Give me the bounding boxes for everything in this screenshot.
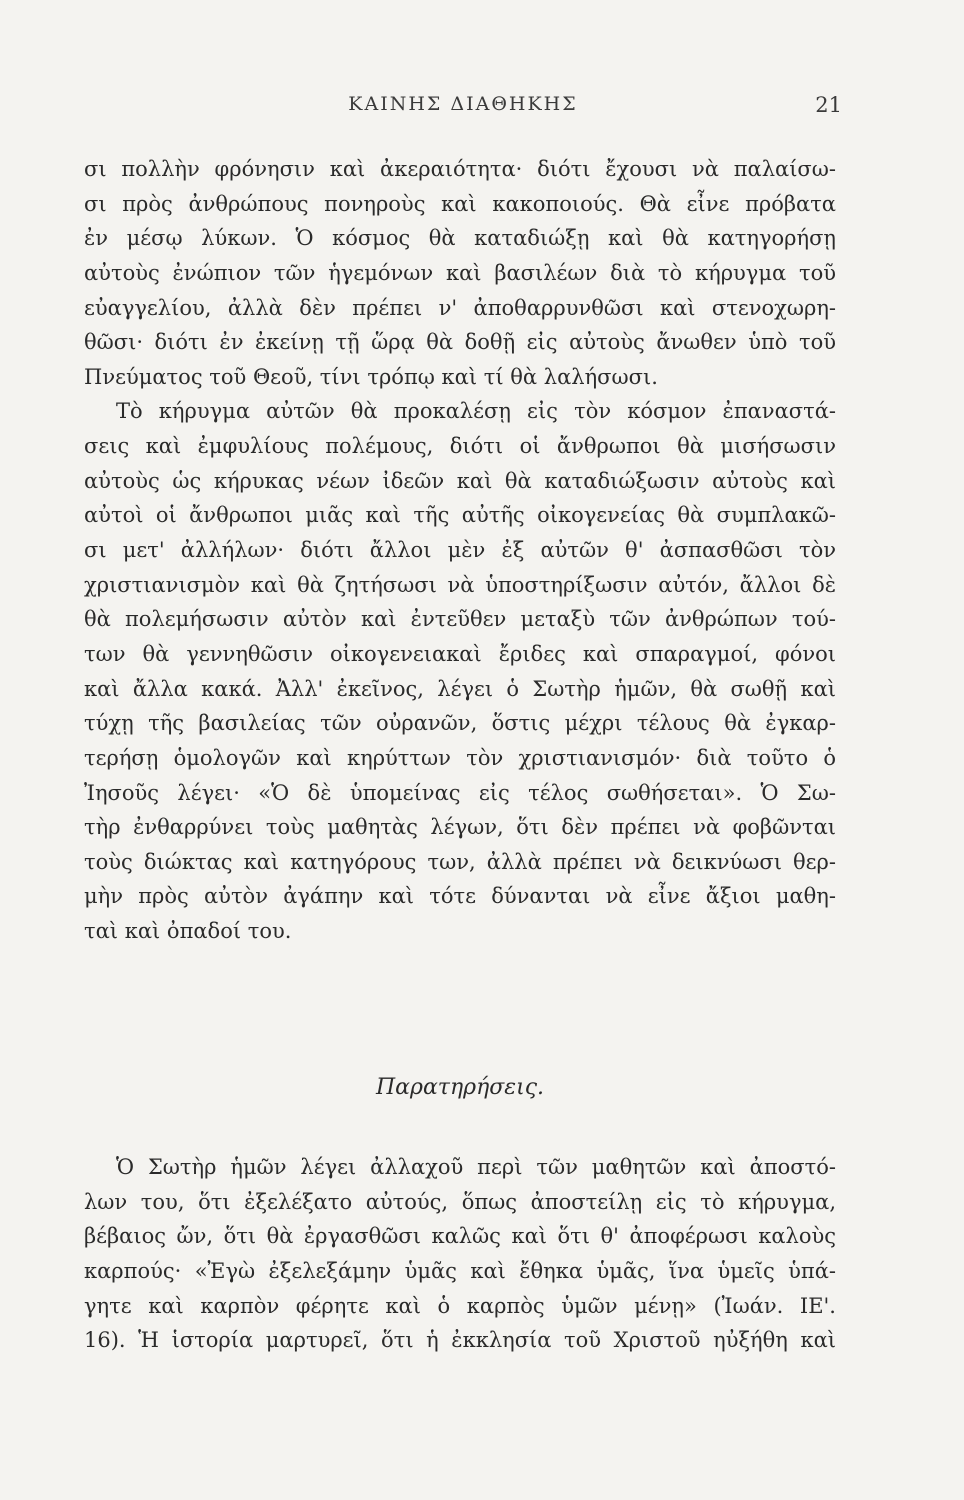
text-line: βέβαιος ὤν, ὅτι θὰ ἐργασθῶσι καλῶς καὶ ὅτι θ' ἀποφέρωσι καλοὺς	[84, 1224, 836, 1249]
section-title: Παρατηρήσεις.	[375, 1075, 545, 1100]
text-line: των θὰ γεννηθῶσιν οἰκογενειακαὶ ἔριδες καὶ σπαραγμοί, φόνοι	[84, 641, 836, 666]
text-line: σι μετ' ἀλλήλων· διότι ἄλλοι μὲν ἐξ αὐτῶν θ' ἀσπασθῶσι τὸν	[84, 538, 836, 563]
text-line: Ὁ Σωτὴρ ἡμῶν λέγει ἀλλαχοῦ περὶ τῶν μαθητῶν καὶ ἀποστό-	[116, 1155, 836, 1179]
running-head	[84, 93, 842, 123]
text-line: ἐν μέσῳ λύκων. Ὁ κόσμος θὰ καταδιώξῃ καὶ θὰ κατηγορήσῃ	[84, 226, 836, 251]
text-line: θὰ πολεμήσωσιν αὐτὸν καὶ ἐντεῦθεν μεταξὺ τῶν ἀνθρώπων τού-	[84, 607, 836, 632]
text-line: σι πολλὴν φρόνησιν καὶ ἀκεραιότητα· διότι ἔχουσι νὰ παλαίσω-	[84, 157, 836, 181]
text-line: τερήσῃ ὁμολογῶν καὶ κηρύττων τὸν χριστιανισμόν· διὰ τοῦτο ὁ	[84, 745, 836, 770]
text-line: λων του, ὅτι ἐξελέξατο αὐτούς, ὅπως ἀποστείλῃ εἰς τὸ κήρυγμα,	[84, 1189, 836, 1214]
text-line: σι πρὸς ἀνθρώπους πονηροὺς καὶ κακοποιούς. Θὰ εἶνε πρόβατα	[84, 191, 836, 216]
text-line: θῶσι· διότι ἐν ἐκείνῃ τῇ ὥρᾳ θὰ δοθῇ εἰς αὐτοὺς ἄνωθεν ὑπὸ τοῦ	[84, 330, 836, 355]
text-line: καρπούς· «Ἐγὼ ἐξελεξάμην ὑμᾶς καὶ ἔθηκα ὑμᾶς, ἵνα ὑμεῖς ὑπά-	[84, 1258, 836, 1283]
text-line: αὐτοὶ οἱ ἄνθρωποι μιᾶς καὶ τῆς αὐτῆς οἰκογενείας θὰ συμπλακῶ-	[84, 503, 836, 528]
text-line: χριστιανισμὸν καὶ θὰ ζητήσωσι νὰ ὑποστηρίξωσιν αὐτόν, ἄλλοι δὲ	[84, 572, 836, 597]
main-text	[84, 152, 836, 949]
text-line: ταὶ καὶ ὀπαδοί του.	[84, 919, 292, 944]
text-line: γητε καὶ καρπὸν φέρητε καὶ ὁ καρπὸς ὑμῶν μένῃ» (Ἰωάν. ΙΕ'.	[84, 1293, 836, 1318]
running-title: ΚΑΙΝΗΣ ΔΙΑΘΗΚΗΣ	[348, 93, 578, 115]
text-line: 16). Ἡ ἱστορία μαρτυρεῖ, ὅτι ἡ ἐκκλησία τοῦ Χριστοῦ ηὐξήθη καὶ	[84, 1328, 836, 1353]
text-line: καὶ ἄλλα κακά. Ἀλλ' ἐκεῖνος, λέγει ὁ Σωτὴρ ἡμῶν, θὰ σωθῇ καὶ	[84, 676, 836, 701]
text-line: τοὺς διώκτας καὶ κατηγόρους των, ἀλλὰ πρέπει νὰ δεικνύωσι θερ-	[84, 849, 836, 874]
notes-text	[84, 1150, 836, 1358]
text-line: εὐαγγελίου, ἀλλὰ δὲν πρέπει ν' ἀποθαρρυνθῶσι καὶ στενοχωρη-	[84, 295, 836, 320]
text-line: Πνεύματος τοῦ Θεοῦ, τίνι τρόπῳ καὶ τί θὰ λαλήσωσι.	[84, 364, 658, 389]
text-line: αὐτοὺς ὡς κήρυκας νέων ἰδεῶν καὶ θὰ καταδιώξωσιν αὐτοὺς καὶ	[84, 468, 836, 493]
page-number: 21	[815, 93, 842, 117]
text-line: Ἰησοῦς λέγει· «Ὁ δὲ ὑπομείνας εἰς τέλος σωθήσεται». Ὁ Σω-	[84, 780, 836, 805]
text-line: Τὸ κήρυγμα αὐτῶν θὰ προκαλέσῃ εἰς τὸν κόσμον ἐπαναστά-	[116, 399, 836, 424]
text-line: τύχῃ τῆς βασιλείας τῶν οὐρανῶν, ὅστις μέχρι τέλους θὰ ἐγκαρ-	[84, 711, 836, 736]
text-line: σεις καὶ ἐμφυλίους πολέμους, διότι οἱ ἄνθρωποι θὰ μισήσωσιν	[84, 434, 836, 459]
text-line: αὐτοὺς ἐνώπιον τῶν ἡγεμόνων καὶ βασιλέων διὰ τὸ κήρυγμα τοῦ	[84, 260, 836, 285]
text-line: τὴρ ἐνθαρρύνει τοὺς μαθητὰς λέγων, ὅτι δὲν πρέπει νὰ φοβῶνται	[84, 815, 836, 840]
text-line: μὴν πρὸς αὐτὸν ἀγάπην καὶ τότε δύνανται νὰ εἶνε ἄξιοι μαθη-	[84, 884, 836, 909]
